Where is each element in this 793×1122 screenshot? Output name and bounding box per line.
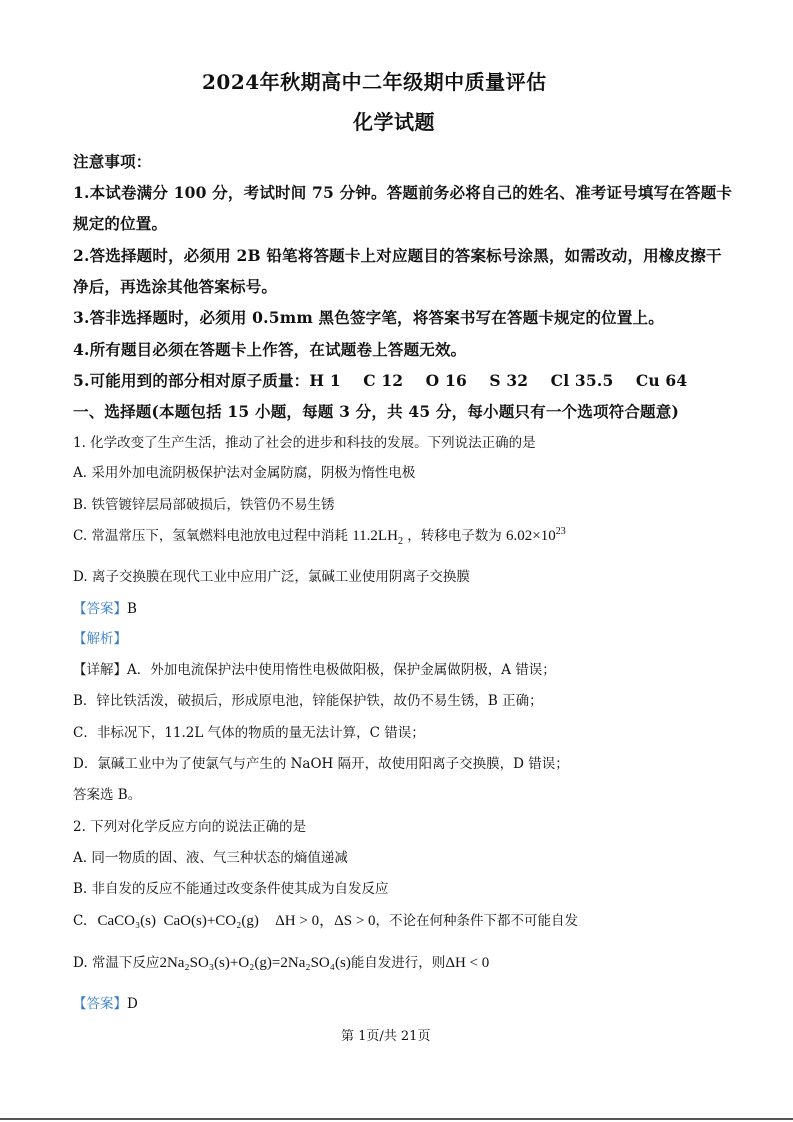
page-title: 2024年秋期高中二年级期中质量评估 [202, 70, 547, 94]
option-c-tail: ，不论在何种条件下都不可能自发 [375, 913, 579, 929]
notice-item-4: 4.所有题目必须在答题卡上作答，在试题卷上答题无效。 [73, 340, 467, 359]
option-c-mid-text: ，转移电子数为 [407, 528, 502, 544]
notice-item-5: 5.可能用到的部分相对原子质量：H 1 C 12 O 16 S 32 Cl 35.5 Cu 64 [73, 371, 688, 390]
detail-label: 【详解】 [73, 662, 127, 678]
answer-value: B [127, 601, 137, 617]
question-1-option-b: B. 铁管镀锌层局部破损后，铁管仍不易生锈 [73, 497, 335, 513]
question-2-option-c [73, 909, 578, 930]
option-c-text: C. 常温常压下，氢氧燃料电池放电过程中消耗 [73, 528, 348, 544]
question-2-option-b: B. 非自发的反应不能通过改变条件使其成为自发反应 [73, 881, 389, 897]
detail-a-text: A．外加电流保护法中使用惰性电极做阳极，保护金属做阴极，A 错误； [127, 662, 556, 678]
page-subtitle: 化学试题 [353, 110, 435, 134]
option-c-equation: CaCO₃(s) CaO(s)+CO₂(g) [97, 913, 259, 929]
bottom-divider [0, 1118, 793, 1120]
answer-label: 【答案】 [73, 601, 127, 617]
option-d-enthalpy: ΔH < 0 [445, 955, 490, 971]
question-1-analysis-label: 【解析】 [73, 631, 127, 647]
option-c-label: C. [73, 913, 88, 929]
question-1-detail-b: B．锌比铁活泼，破损后，形成原电池，锌能保护铁，故仍不易生锈，B 正确； [73, 693, 543, 709]
option-c-entropy: ，ΔS > 0 [319, 913, 376, 929]
option-c-electron-count: $6.02\times 10^{23}$ [506, 526, 566, 544]
notice-item-3: 3.答非选择题时，必须用 0.5mm 黑色签字笔，将答案书写在答题卡规定的位置上。 [73, 308, 664, 327]
option-d-text: D. 常温下反应 [73, 955, 160, 971]
option-d-equation: 2Na₂SO₃(s)+O₂(g)=2Na₂SO₄(s) [159, 955, 351, 971]
option-d-tail: 能自发进行，则 [350, 955, 446, 971]
question-1-stem: 1. 化学改变了生产生活，推动了社会的进步和科技的发展。下列说法正确的是 [73, 435, 536, 451]
page-number: 第 1页/共 21页 [341, 1029, 431, 1044]
question-2-option-d [73, 951, 489, 972]
notice-item-2-line-2: 净后，再选涂其他答案标号。 [73, 277, 278, 296]
question-1-conclusion: 答案选 B。 [73, 787, 142, 803]
option-c-enthalpy: ΔH > 0 [275, 913, 320, 929]
question-2-option-a: A. 同一物质的固、液、气三种状态的熵值递减 [73, 850, 348, 866]
question-1-option-a: A. 采用外加电流阴极保护法对金属防腐，阴极为惰性电极 [73, 465, 416, 481]
notice-item-2-line-1: 2.答选择题时，必须用 2B 铅笔将答题卡上对应题目的答案标号涂黑，如需改动，用橡皮擦干 [73, 246, 722, 265]
answer-value: D [127, 996, 138, 1012]
answer-label: 【答案】 [73, 996, 127, 1012]
question-1-detail-a [73, 658, 556, 678]
question-1-answer [73, 597, 137, 617]
option-c-volume: $11.2LH_2$ [352, 528, 403, 547]
notice-item-1-line-1: 1.本试卷满分 100 分，考试时间 75 分钟。答题前务必将自己的姓名、准考证号填写在答题卡 [73, 183, 733, 202]
question-2-stem: 2. 下列对化学反应方向的说法正确的是 [73, 819, 307, 835]
notice-item-1-line-2: 规定的位置。 [73, 214, 168, 233]
question-1-detail-c: C．非标况下，11.2L 气体的物质的量无法计算，C 错误； [73, 725, 425, 741]
question-1-detail-d: D．氯碱工业中为了使氯气与产生的 NaOH 隔开，故使用阳离子交换膜，D 错误； [73, 756, 569, 772]
question-1-option-d: D. 离子交换膜在现代工业中应用广泛，氯碱工业使用阴离子交换膜 [73, 569, 470, 585]
section-heading: 一、选择题(本题包括 15 小题，每题 3 分，共 45 分，每小题只有一个选项符合题意) [73, 402, 679, 421]
question-2-answer [73, 992, 138, 1012]
notice-heading: 注意事项： [73, 152, 152, 171]
question-1-option-c [73, 524, 566, 547]
